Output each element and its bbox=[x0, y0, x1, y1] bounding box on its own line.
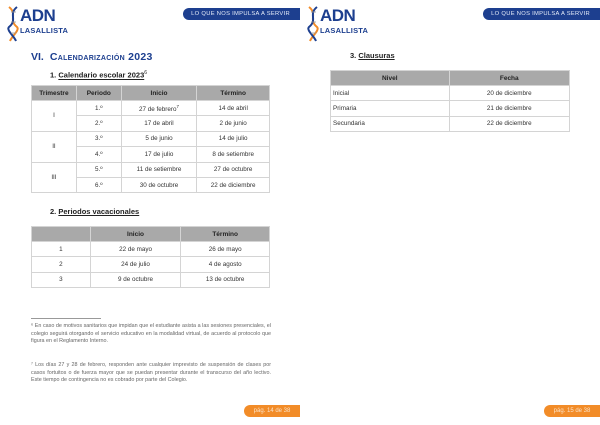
column-header: Fecha bbox=[449, 71, 569, 86]
table-row: Inicial 20 de diciembre bbox=[331, 86, 570, 101]
table-header-row bbox=[32, 86, 270, 101]
column-header: Término bbox=[197, 86, 270, 101]
column-header: Nivel bbox=[331, 71, 450, 86]
subsection-calendar-heading: 1. Calendario escolar 2023$^6$ bbox=[50, 70, 148, 80]
column-header bbox=[32, 227, 91, 242]
column-header: Periodo bbox=[76, 86, 121, 101]
page-number: pág. 14 de 38 bbox=[244, 405, 300, 417]
section-title bbox=[31, 51, 153, 63]
logo-text: ADN bbox=[320, 6, 356, 25]
school-calendar-table bbox=[31, 85, 270, 193]
trimester-cell: III bbox=[32, 162, 77, 193]
closures-table bbox=[330, 70, 570, 132]
footnote: ⁷ Los días 27 y 28 de febrero, responden ante cualquier imprevisto de suspensión de clases por casos fortuitos o de fuerza mayor que se puedan presentar durante el transcurso del año lectivo. Este tiempo de contingencia no es cobrado por parte del Colegio. bbox=[31, 362, 271, 384]
vacations-table bbox=[31, 226, 270, 288]
column-header: Trimestre bbox=[32, 86, 77, 101]
table-row: Primaria 21 de diciembre bbox=[331, 101, 570, 116]
table-row: II 3.º 5 de junio 14 de julio bbox=[32, 131, 270, 146]
table-row: 1 22 de mayo 26 de mayo bbox=[32, 242, 270, 257]
logo-subtext: LASALLISTA bbox=[20, 26, 69, 35]
logo-subtext: LASALLISTA bbox=[320, 26, 369, 35]
table-row: 6.º 30 de octubre 22 de diciembre bbox=[32, 177, 270, 192]
table-row: 2.º 17 de abril 2 de junio bbox=[32, 116, 270, 131]
page-number: pág. 15 de 38 bbox=[544, 405, 600, 417]
table-row: 2 24 de julio 4 de agosto bbox=[32, 257, 270, 272]
footnote-ref: 7 bbox=[176, 103, 179, 109]
dna-helix-icon bbox=[306, 6, 320, 42]
logo-text: ADN bbox=[20, 6, 56, 25]
header-banner: LO QUE NOS IMPULSA A SERVIR bbox=[483, 8, 600, 20]
column-header: Inicio bbox=[121, 86, 197, 101]
footnote-divider bbox=[31, 318, 101, 319]
trimester-cell: I bbox=[32, 101, 77, 132]
dna-helix-icon bbox=[6, 6, 20, 42]
header-banner: LO QUE NOS IMPULSA A SERVIR bbox=[183, 8, 300, 20]
table-row: 4.º 17 de julio 8 de setiembre bbox=[32, 147, 270, 162]
column-header: Término bbox=[181, 227, 270, 242]
logo bbox=[306, 6, 369, 40]
table-row: Secundaria 22 de diciembre bbox=[331, 116, 570, 131]
table-header-row bbox=[331, 71, 570, 86]
subsection-closures-heading: 3. Clausuras bbox=[350, 51, 395, 60]
footnote-ref: 6 bbox=[144, 70, 148, 76]
logo bbox=[6, 6, 69, 40]
table-header-row bbox=[32, 227, 270, 242]
column-header: Inicio bbox=[90, 227, 181, 242]
section-number: VI. bbox=[31, 51, 44, 63]
page-right bbox=[300, 0, 600, 425]
subsection-vacations-heading: 2. Periodos vacacionales bbox=[50, 207, 140, 216]
trimester-cell: II bbox=[32, 131, 77, 162]
section-title-text: Calendarización 2023 bbox=[49, 51, 153, 63]
table-row: III 5.º 11 de setiembre 27 de octubre bbox=[32, 162, 270, 177]
table-row: 3 9 de octubre 13 de octubre bbox=[32, 272, 270, 287]
table-row: I 1.º 27 de febrero$^7$ 14 de abril bbox=[32, 101, 270, 116]
footnote: ⁶ En caso de motivos sanitarios que impidan que el estudiante asista a las sesiones presenciales, el colegio seguirá otorgando el servicio educativo en la modalidad virtual, de acuerdo al protocolo que figura en el Reglamento Interno. bbox=[31, 323, 271, 345]
